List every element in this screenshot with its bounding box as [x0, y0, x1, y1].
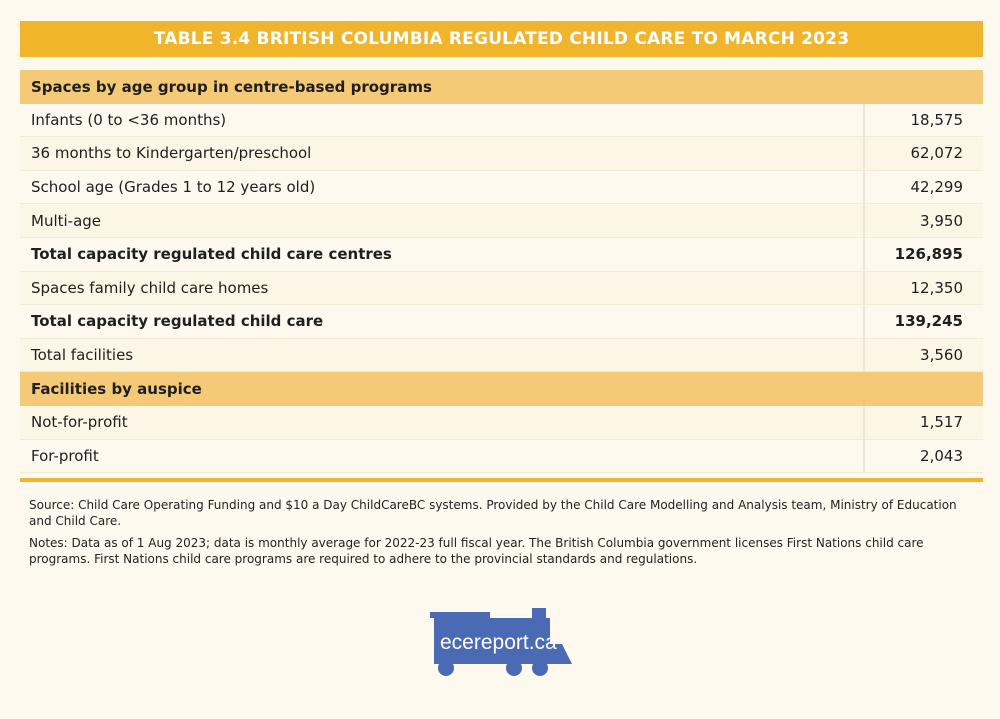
row-value: 1,517	[863, 406, 983, 439]
row-label: Total capacity regulated child care	[31, 312, 324, 331]
section-header-auspice	[20, 372, 983, 406]
notes-text: Notes: Data as of 1 Aug 2023; data is monthly average for 2022-23 full fiscal year. The British Columbia government licenses First Nations child care programs. First Nations child care programs are required to adhere to the provincial standards and regulations.	[29, 536, 924, 566]
row-label: For-profit	[31, 446, 99, 465]
row-value: 62,072	[863, 137, 983, 170]
table-row	[20, 204, 983, 238]
section-heading: Spaces by age group in centre-based programs	[31, 77, 432, 96]
ecereport-logo[interactable]	[428, 608, 578, 680]
section-heading: Facilities by auspice	[31, 380, 202, 399]
row-value: 18,575	[863, 104, 983, 137]
source-note: Source: Child Care Operating Funding and $10 a Day ChildCareBC systems. Provided by the Child Care Modelling and Analysis team, Ministry of Education and Child Care.	[29, 498, 957, 528]
row-value: 139,245	[863, 305, 983, 338]
row-value: 126,895	[863, 238, 983, 271]
row-label: School age (Grades 1 to 12 years old)	[31, 178, 316, 197]
data-table	[20, 70, 983, 473]
footnotes	[29, 497, 979, 573]
table-row	[20, 137, 983, 171]
row-value: 12,350	[863, 272, 983, 305]
table-row	[20, 406, 983, 440]
table-row	[20, 440, 983, 474]
row-value: 2,043	[863, 440, 983, 473]
row-label: Total capacity regulated child care centres	[31, 245, 392, 264]
divider	[20, 478, 983, 482]
table-row-total	[20, 305, 983, 339]
table-row	[20, 104, 983, 138]
row-label: Infants (0 to <36 months)	[31, 110, 227, 129]
row-value: 3,950	[863, 204, 983, 237]
row-value: 3,560	[863, 339, 983, 372]
row-label: Multi-age	[31, 211, 102, 230]
table-row-total	[20, 238, 983, 272]
row-label: Spaces family child care homes	[31, 278, 269, 297]
row-value: 42,299	[863, 171, 983, 204]
table-row	[20, 272, 983, 306]
row-label: Total facilities	[31, 346, 134, 365]
logo-text: ecereport.ca	[440, 631, 557, 654]
section-header-age-group	[20, 70, 983, 104]
row-label: 36 months to Kindergarten/preschool	[31, 144, 312, 163]
table-row	[20, 171, 983, 205]
row-label: Not-for-profit	[31, 413, 128, 432]
table-title: TABLE 3.4 BRITISH COLUMBIA REGULATED CHILD CARE TO MARCH 2023	[20, 21, 983, 57]
table-row	[20, 339, 983, 373]
